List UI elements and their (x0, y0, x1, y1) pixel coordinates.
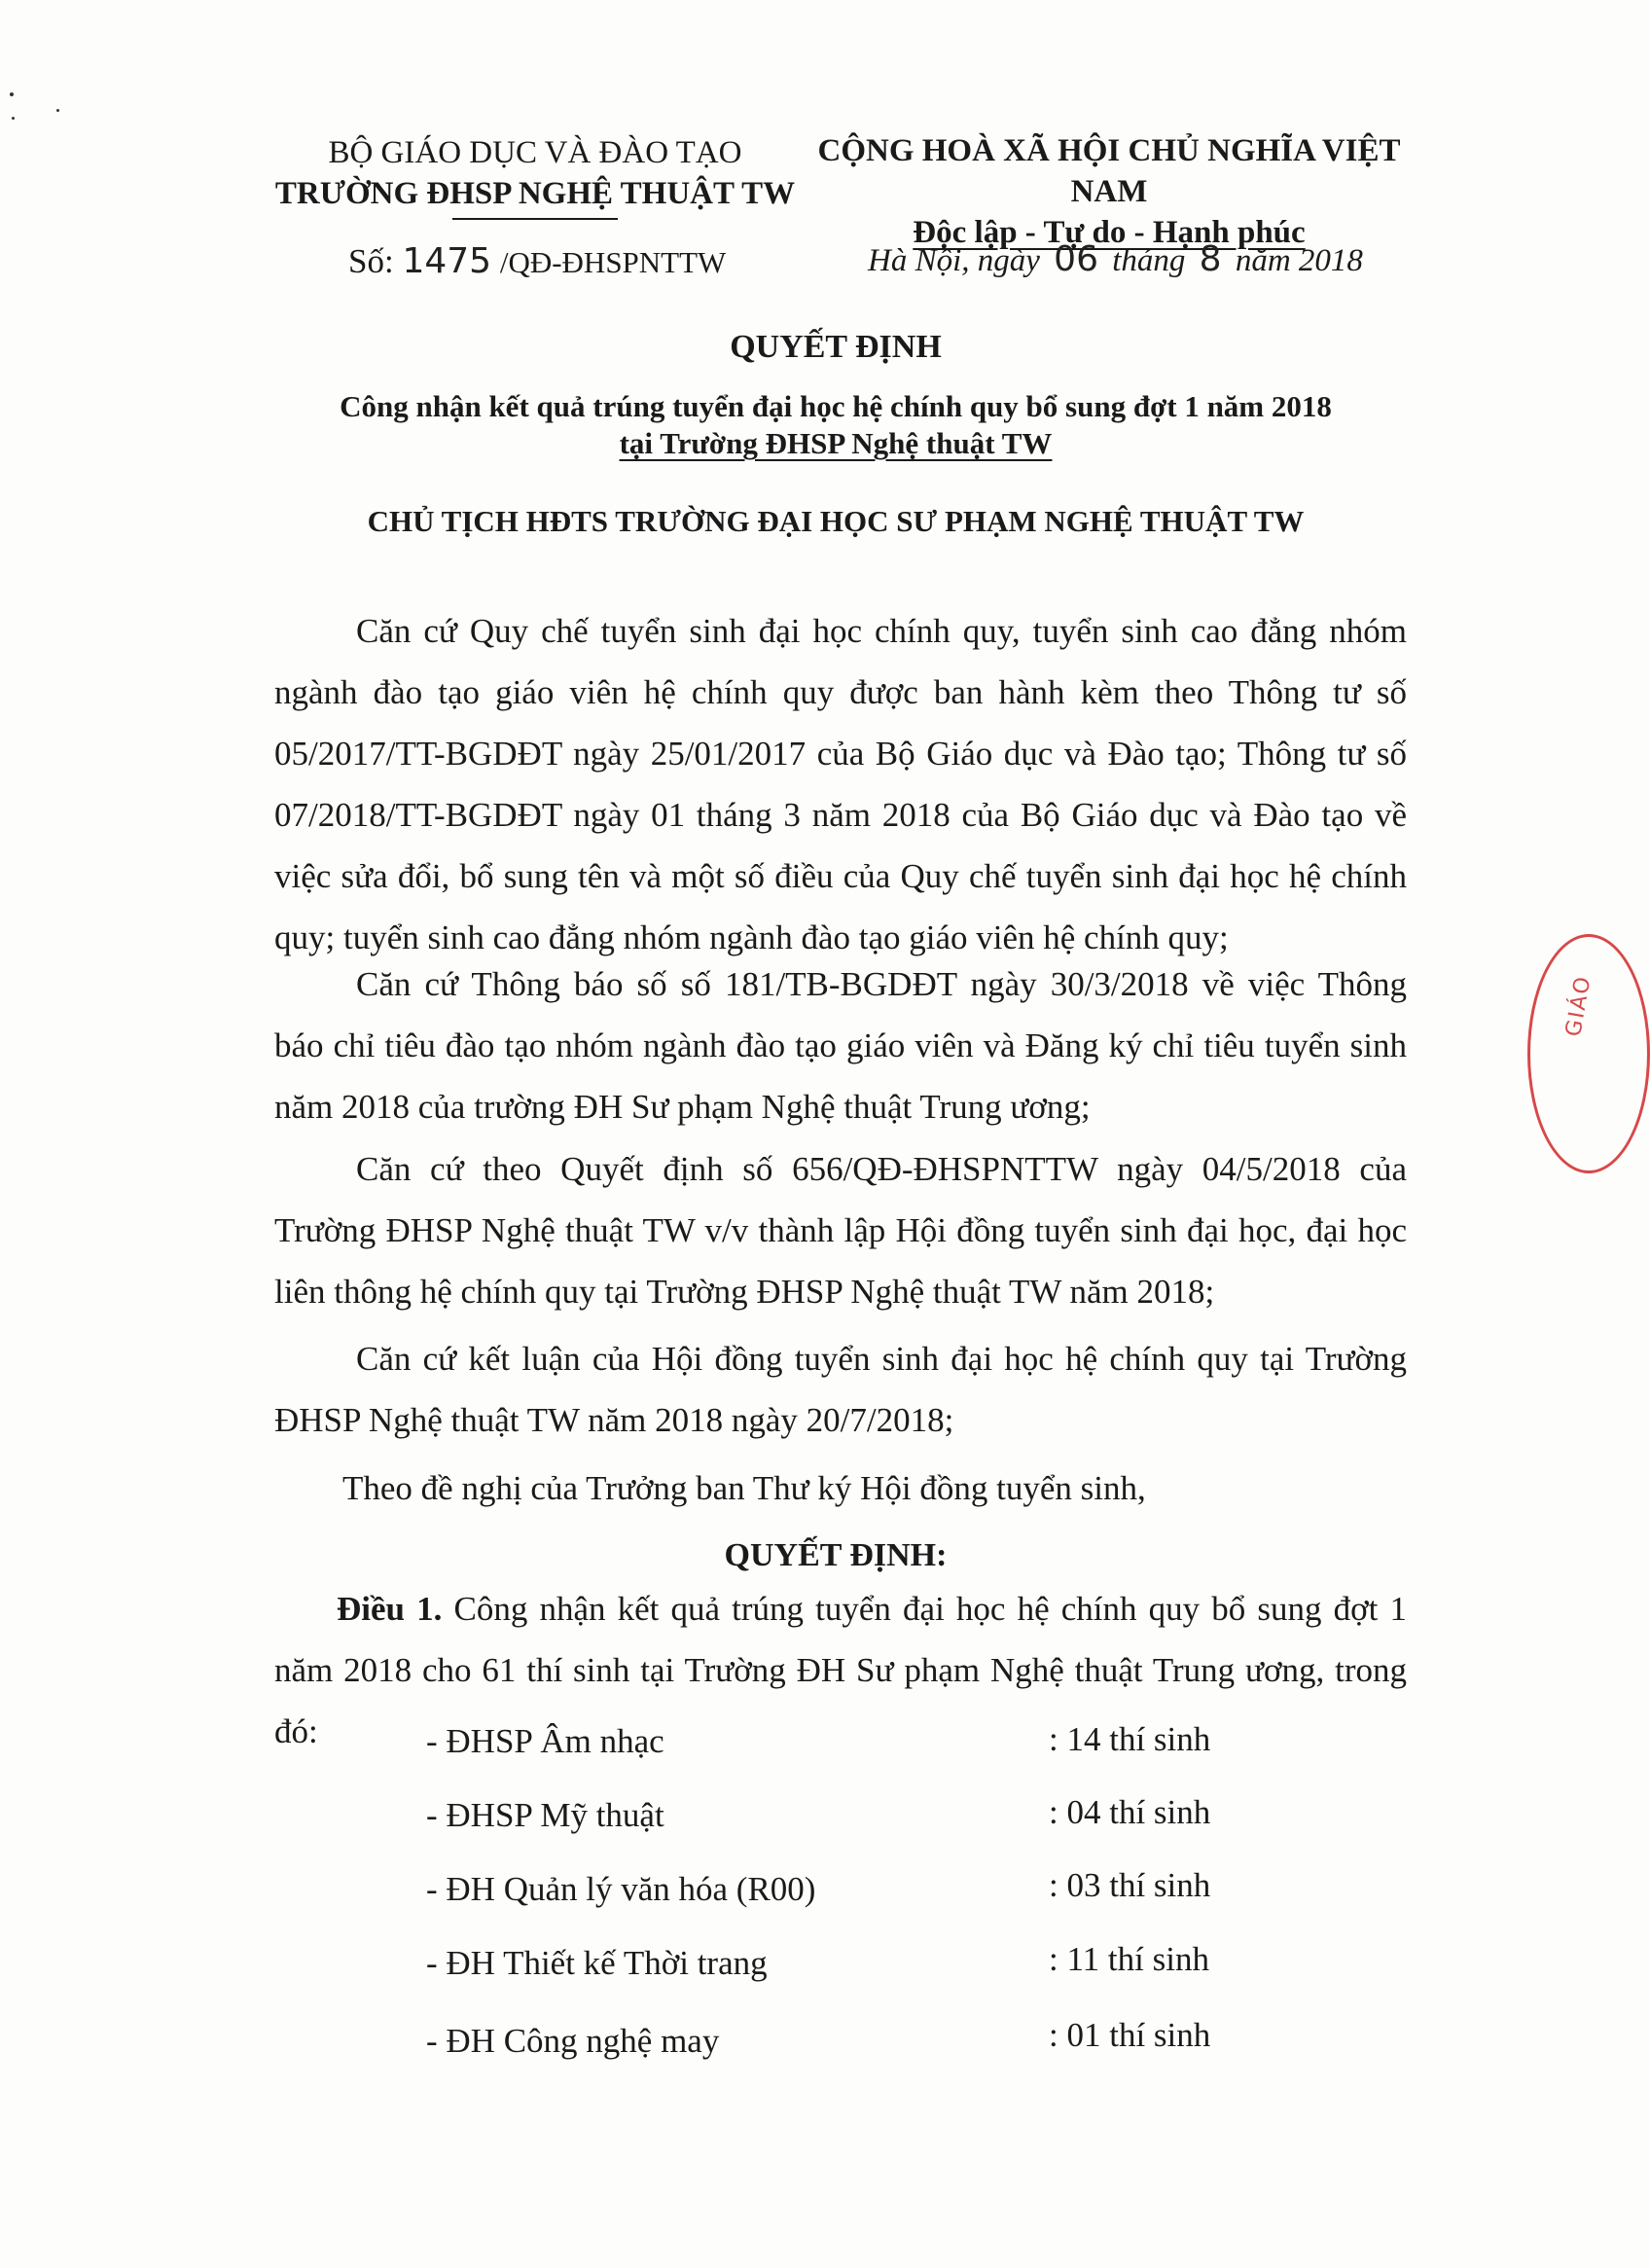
preamble-paragraph-4: Căn cứ kết luận của Hội đồng tuyển sinh đại học hệ chính quy tại Trường ĐHSP Nghệ thuật TW năm 2018 ngày 20/7/2018; (274, 1340, 1407, 1439)
major-count: : 03 thí sinh (1049, 1866, 1211, 1904)
major-name: - ĐHSP Mỹ thuật (426, 1796, 664, 1834)
major-name: - ĐH Thiết kế Thời trang (426, 1944, 768, 1982)
preamble-paragraph-2: Căn cứ Thông báo số số 181/TB-BGDĐT ngày 30/3/2018 về việc Thông báo chỉ tiêu đào tạo nhóm ngành đào tạo giáo viên và Đăng ký chỉ tiêu tuyển sinh năm 2018 của trường ĐH Sư phạm Nghệ thuật Trung ương; (274, 965, 1407, 1126)
scan-speck (56, 109, 59, 112)
stamp-text: GIÁO (1561, 973, 1596, 1039)
major-count: : 14 thí sinh (1049, 1720, 1211, 1758)
preamble-paragraph-3: Căn cứ theo Quyết định số 656/QĐ-ĐHSPNTTW ngày 04/5/2018 của Trường ĐHSP Nghệ thuật TW v/v thành lập Hội đồng tuyển sinh đại học, đại học liên thông hệ chính quy tại Trường ĐHSP Nghệ thuật TW năm 2018; (274, 1150, 1407, 1311)
number-suffix: /QĐ-ĐHSPNTTW (499, 245, 727, 279)
national-motto: Độc lập - Tự do - Hạnh phúc (913, 215, 1306, 250)
decision-subtitle-line2 (49, 426, 1623, 461)
article-1-text: Công nhận kết quả trúng tuyển đại học hệ chính quy bổ sung đợt 1 năm 2018 cho 61 thí sinh tại Trường ĐH Sư phạm Nghệ thuật Trung ương, trong đó: (274, 1590, 1407, 1750)
major-count: : 11 thí sinh (1049, 1940, 1209, 1978)
document-number (348, 241, 726, 281)
decision-subheading: QUYẾT ĐỊNH: (724, 1537, 948, 1573)
date-year: năm 2018 (1235, 243, 1363, 278)
header-left (272, 132, 798, 220)
major-count: : 01 thí sinh (1049, 2016, 1211, 2054)
major-count: : 04 thí sinh (1049, 1793, 1211, 1831)
scan-speck (10, 92, 14, 96)
major-name: - ĐH Công nghệ may (426, 2022, 720, 2060)
date-month-label: tháng (1112, 243, 1186, 278)
preamble-paragraph-1: Căn cứ Quy chế tuyển sinh đại học chính quy, tuyển sinh cao đẳng nhóm ngành đào tạo giáo viên hệ chính quy được ban hành kèm theo Thông tư số 05/2017/TT-BGDĐT ngày 25/01/2017 của Bộ Giáo dục và Đào tạo; Thông tư số 07/2018/TT-BGDĐT ngày 01 tháng 3 năm 2018 của Bộ Giáo dục và Đào tạo về việc sửa đổi, bổ sung tên và một số điều của Quy chế tuyển sinh đại học hệ chính quy; tuyển sinh cao đẳng nhóm ngành đào tạo giáo viên hệ chính quy; (274, 612, 1407, 956)
authority-line: CHỦ TỊCH HĐTS TRƯỜNG ĐẠI HỌC SƯ PHẠM NGHỆ THUẬT TW (367, 504, 1305, 538)
date-prefix: Hà Nội, ngày (868, 243, 1040, 278)
header-right (798, 130, 1420, 253)
date-month: 8 (1199, 239, 1222, 279)
document-date (868, 239, 1363, 279)
handwritten-number: 1475 (402, 241, 492, 281)
preamble-paragraph-5: Theo đề nghị của Trưởng ban Thư ký Hội đồng tuyển sinh, (342, 1469, 1146, 1507)
ministry-name: BỘ GIÁO DỤC VÀ ĐÀO TẠO (328, 135, 742, 170)
scan-speck (12, 117, 15, 120)
major-name: - ĐH Quản lý văn hóa (R00) (426, 1870, 816, 1908)
subtitle-line2-text: tại Trường ĐHSP Nghệ thuật TW (619, 426, 1053, 460)
major-name: - ĐHSP Âm nhạc (426, 1722, 664, 1760)
official-stamp (1527, 934, 1650, 1173)
school-name: TRƯỜNG ĐHSP NGHỆ THUẬT TW (274, 176, 796, 211)
school-underline (452, 218, 618, 220)
article-1-label: Điều 1. (337, 1590, 443, 1628)
decision-subtitle-line1: Công nhận kết quả trúng tuyển đại học hệ chính quy bổ sung đợt 1 năm 2018 (340, 389, 1332, 423)
number-prefix: Số: (348, 242, 394, 280)
date-day: 06 (1054, 239, 1098, 279)
decision-title: QUYẾT ĐỊNH (730, 329, 942, 365)
country-name: CỘNG HOÀ XÃ HỘI CHỦ NGHĨA VIỆT NAM (817, 133, 1401, 209)
